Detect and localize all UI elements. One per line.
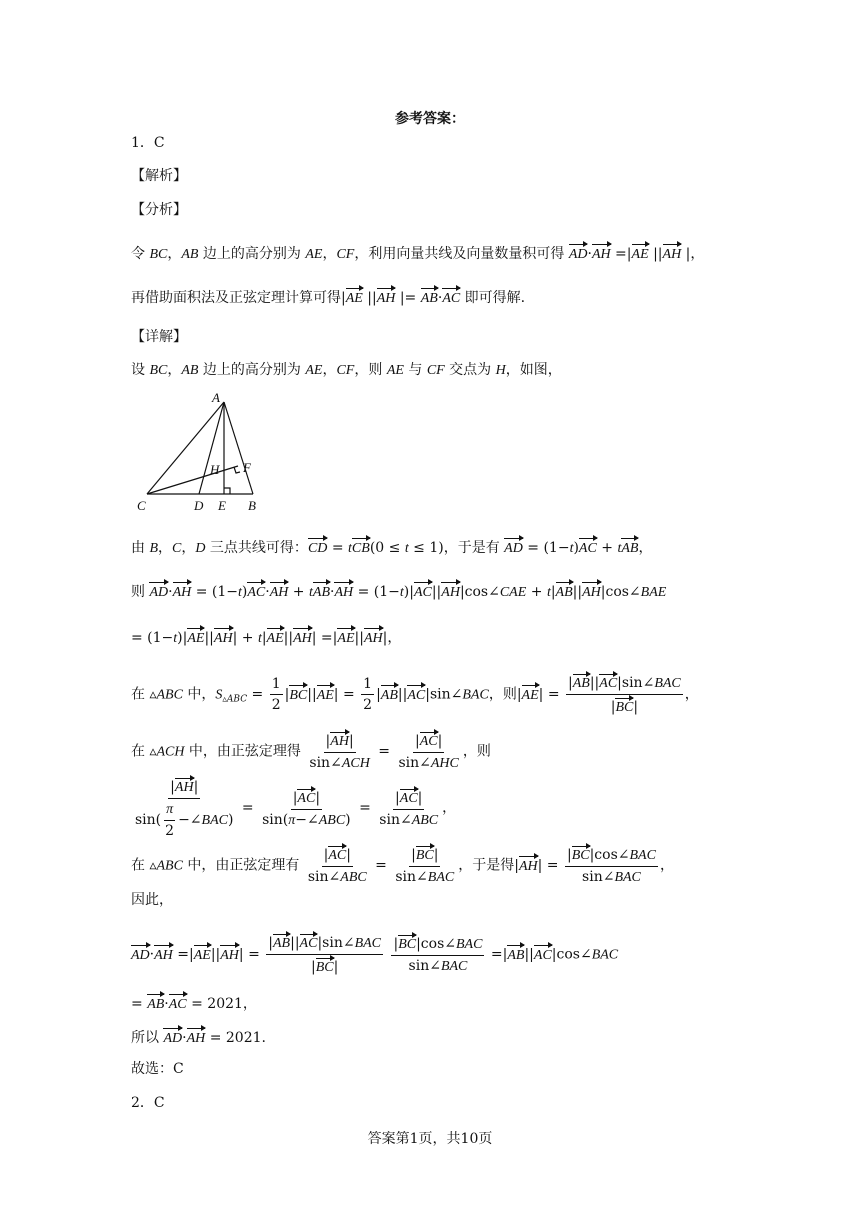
choose-line: 故选：C [131, 1061, 184, 1077]
detail-line-8: 在 ▵ABC 中，由正弦定理有 $\frac{|AC|}{\text{sin∠ABC}}$ = $\frac{|BC|}{\text{sin∠BAC}}$ ，于是得|AH| = $\frac{\text{|BC|cos∠BAC}}{\text{sin∠BAC}}$ ， [131, 844, 780, 887]
detail-line-2: 由 B，C，D 三点共线可得：CD = tCB(0 ≤ t ≤ 1)，于是有 AD = (1−t)AC + tAB， [131, 536, 780, 559]
triangle-figure [132, 388, 277, 518]
q2-answer: 2．C [131, 1095, 165, 1111]
label-B: B [248, 498, 256, 513]
analysis-line-1: 令 BC，AB 边上的高分别为 AE，CF，利用向量共线及向量数量积可得 AD·AH =|AE ||AH |， [131, 242, 780, 265]
label-C: C [137, 498, 146, 513]
q1-answer: 1．C [131, 135, 165, 151]
analysis-line-2: 再借助面积法及正弦定理计算可得|AE ||AH |= AB·AC 即可得解. [131, 286, 780, 309]
detail-line-4: = (1−t)|AE||AH| + t|AE||AH| =|AE||AH|， [131, 626, 780, 649]
fenxi-heading: 【分析】 [131, 202, 187, 218]
value-2021-b: 2021 [225, 1030, 262, 1046]
detail-line-9: 因此， [131, 892, 173, 908]
value-2021-a: 2021 [207, 996, 243, 1012]
label-H: H [210, 462, 220, 477]
detail-line-10: AD·AH =|AE||AH| = $\frac{\text{|AB||AC|sin∠BAC}}{|BC|}$ $\frac{\text{|BC|cos∠BAC}}{\text{sin∠BAC}}$ =|AB||AC|cos∠BAC [131, 932, 780, 977]
jiexi-heading: 【解析】 [131, 168, 187, 184]
page-title: 参考答案： [395, 111, 465, 127]
detail-line-1: 设 BC，AB 边上的高分别为 AE，CF，则 AE 与 CF 交点为 H，如图， [131, 362, 562, 378]
label-E: E [218, 498, 226, 513]
detail-line-7: |AH| sin( $\frac{\pi}{2}$ −∠BAC) = $\frac{|AC|}{\text{sin(π−∠ABC)}}$ = $\frac{|AC|}{\text{sin∠ABC}}$ ， [131, 776, 780, 840]
label-A: A [212, 390, 220, 405]
xiangjie-heading: 【详解】 [131, 329, 187, 345]
detail-line-11: = AB·AC = 2021， [131, 992, 780, 1015]
label-D: D [194, 498, 204, 513]
page-footer: 答案第1页，共10页 [367, 1131, 493, 1147]
conclusion-line: 所以 AD·AH = 2021. [131, 1026, 780, 1049]
detail-line-6: 在 ▵ACH 中，由正弦定理得 $\frac{|AH|}{\text{sin∠ACH}}$ = $\frac{|AC|}{\text{sin∠AHC}}$ ，则 [131, 730, 780, 773]
detail-line-5: 在 ▵ABC 中，$S_{▵ABC}$ = $\frac{1}{2}$ |BC||AE| = $\frac{1}{2}$ |AB||AC|sin∠BAC，则|AE| = $\frac{\text{|AB||AC|sin∠BAC}}{|BC|}$ ， [131, 672, 780, 717]
detail-line-3: 则 AD·AH = (1−t)AC·AH + tAB·AH = (1−t)|AC||AH|cos∠CAE + t|AB||AH|cos∠BAE [131, 580, 780, 603]
conclusion-prefix: 所以 [131, 1030, 159, 1046]
label-F: F [243, 460, 251, 475]
